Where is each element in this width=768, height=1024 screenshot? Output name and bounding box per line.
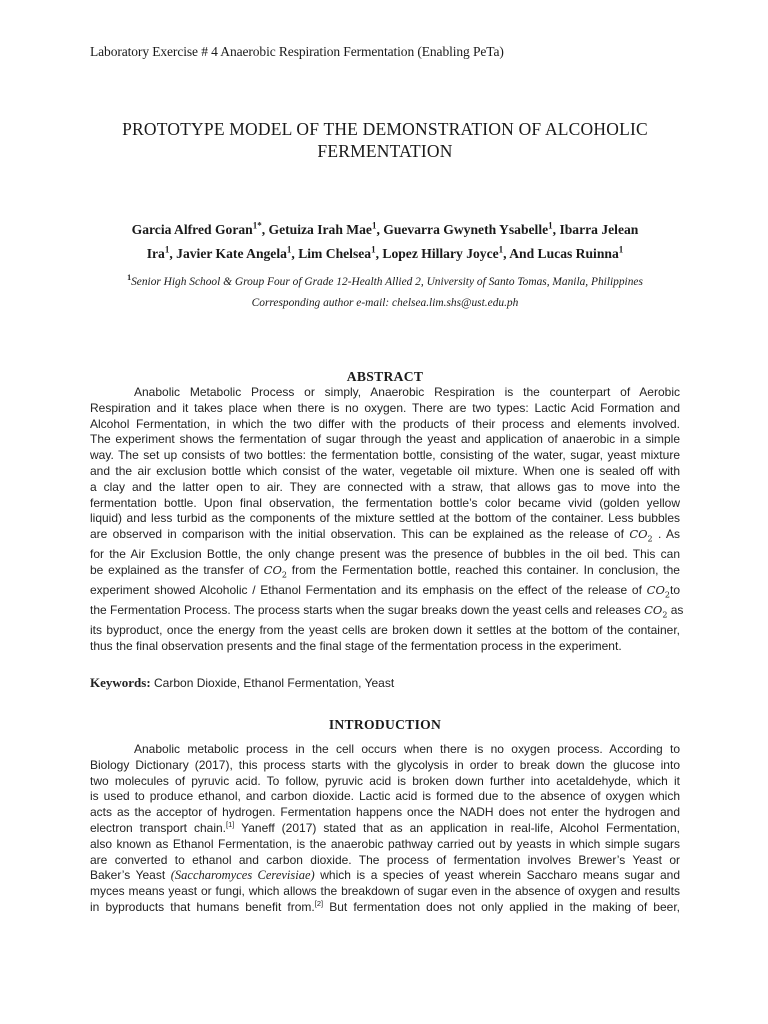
abstract-line: liquid) and less turbid as the components of the mixture settled at the bottom of the container. Less bubbles xyxy=(90,511,680,526)
author-affiliation-mark: 1 xyxy=(618,244,624,255)
intro-line: also known as Ethanol Fermentation, is the anaerobic pathway carried out by yeasts in which simple sugars xyxy=(90,836,680,851)
intro-text: in byproducts that humans benefit from. xyxy=(90,899,315,914)
intro-text: which is a species of yeast wherein Saccharo means sugar and xyxy=(314,868,680,883)
abstract-text: from the Fermentation bottle, reached this container. In conclusion, the xyxy=(291,563,680,578)
author-name: Javier Kate Angela xyxy=(176,246,287,261)
citation-ref: [2] xyxy=(314,898,324,908)
abstract-line: Respiration and it takes place when there is no oxygen. There are two types: Lactic Acid Formation and xyxy=(90,400,680,415)
abstract-line: its byproduct, once the energy from the yeast cells are broken down it settles at the bottom of the container, xyxy=(90,623,680,638)
intro-text: But fermentation does not only applied in the making of beer, xyxy=(323,899,680,914)
abstract-text: be explained as the transfer of xyxy=(90,563,259,578)
keywords-text: Carbon Dioxide, Ethanol Fermentation, Yeast xyxy=(154,676,395,690)
author-name: Lim Chelsea xyxy=(298,246,372,261)
abstract-text: as xyxy=(670,603,684,618)
author-name: And Lucas Ruinna xyxy=(509,246,619,261)
intro-text: Yaneff (2017) stated that as an application in real-life, Alcohol Fermentation, xyxy=(234,820,680,835)
author-affiliation-mark: 1 xyxy=(164,244,170,255)
intro-line: acts as the acceptor of hydrogen. Fermentation happens once the NADH does not enter the hydrogen and xyxy=(90,805,680,820)
intro-line: two molecules of pyruvic acid. To follow, pyruvic acid is broken down further into acetaldehyde, which it xyxy=(90,773,680,788)
intro-text: electron transport chain. xyxy=(90,820,227,835)
intro-line xyxy=(90,821,680,837)
affiliation xyxy=(90,273,680,288)
abstract-line xyxy=(90,527,680,547)
intro-line: is used to produce ethanol, and carbon dioxide. Lactic acid is formed due to the absence of oxygen which xyxy=(90,789,680,804)
author-line-2: Ira$^1$, Javier Kate Angela$^1$, Lim Chelsea$^1$, Lopez Hillary Joyce$^1$, And Lucas Ruinna$^1$ xyxy=(146,244,624,261)
author-list xyxy=(90,218,680,266)
abstract-line: thus the final observation presents and the final stage of the fermentation process in the experiment. xyxy=(90,639,622,654)
abstract-line: Alcohol Fermentation, in which the two differ with the products of their process and elements involved. xyxy=(90,416,680,431)
abstract-line: Anabolic Metabolic Process or simply, Anaerobic Respiration is the counterpart of Aerobic xyxy=(134,385,680,399)
affiliation-text: Senior High School & Group Four of Grade 12-Health Allied 2, University of Santo Tomas, Manila, Philippines xyxy=(131,275,643,288)
author-line-1: Garcia Alfred Goran$^{1*}$, Getuiza Irah Mae$^1$, Guevarra Gwyneth Ysabelle$^1$, Ibarra Jelean xyxy=(131,220,639,237)
abstract-line xyxy=(90,603,684,623)
abstract-line xyxy=(90,583,680,603)
author-affiliation-mark: 1 xyxy=(371,220,377,231)
co2-formula xyxy=(263,563,287,580)
keywords-label: Keywords: xyxy=(90,675,151,690)
intro-line: Anabolic metabolic process in the cell occurs when there is no oxygen process. According to xyxy=(134,742,680,756)
abstract-text: are observed in comparison with the initial observation. This can be explained as the release of xyxy=(90,527,624,542)
intro-line: are converted to ethanol and carbon dioxide. The process of fermentation involves Brewer’s Yeast or xyxy=(90,852,680,867)
abstract-line: fermentation bottle. Upon final observation, the fermentation bottle’s color became vivid (golden yellow xyxy=(90,495,680,510)
running-header: Laboratory Exercise # 4 Anaerobic Respiration Fermentation (Enabling PeTa) xyxy=(90,44,504,59)
introduction-heading: INTRODUCTION xyxy=(328,717,442,732)
formula-text: CO xyxy=(644,603,663,618)
scientific-name: (Saccharomyces Cerevisiae) xyxy=(170,868,315,883)
abstract-line xyxy=(90,563,680,583)
affiliation-mark: 1 xyxy=(127,273,132,282)
abstract-heading: ABSTRACT xyxy=(346,369,424,384)
formula-subscript: 2 xyxy=(647,534,653,544)
intro-line: Biology Dictionary (2017), this process starts with the glycolysis in order to break down the glucose into xyxy=(90,757,680,772)
abstract-line: The experiment shows the fermentation of sugar through the yeast and application of anaerobic in a simple xyxy=(90,432,680,447)
citation-ref: [1] xyxy=(226,819,235,829)
author-name: Getuiza Irah Mae xyxy=(268,222,372,237)
co2-formula xyxy=(646,583,670,600)
intro-line: myces means yeast or fungi, which allows the breakdown of sugar even in the absence of oxygen and results xyxy=(90,884,680,899)
title-line-1: PROTOTYPE MODEL OF THE DEMONSTRATION OF ALCOHOLIC xyxy=(122,119,648,139)
author-affiliation-mark: 1 xyxy=(498,244,504,255)
author-affiliation-mark: 1 xyxy=(548,220,553,231)
abstract-line: and the air exclusion bottle which consist of the water, vegetable oil mixture. When one is sealed off with xyxy=(90,463,680,478)
abstract-line: for the Air Exclusion Bottle, the only change present was the presence of bubbles in the oil bed. This can xyxy=(90,547,680,562)
author-name: Ibarra Jelean xyxy=(559,222,639,237)
author-name: Garcia Alfred Goran xyxy=(131,222,253,237)
abstract-line: a clay and the latter open to air. They are connected with a straw, that allows gas to move into the xyxy=(90,479,680,494)
abstract-text: the Fermentation Process. The process starts when the sugar breaks down the yeast cells and releases xyxy=(90,603,641,618)
intro-text: Baker’s Yeast xyxy=(90,868,171,883)
abstract-body xyxy=(90,385,684,655)
intro-line xyxy=(90,868,680,884)
author-name: Guevarra Gwyneth Ysabelle xyxy=(383,222,549,237)
formula-text: CO xyxy=(263,563,282,578)
keywords xyxy=(90,675,394,691)
corresponding-email: Corresponding author e-mail: chelsea.lim.shs@ust.edu.ph xyxy=(251,297,519,309)
author-affiliation-mark: 1 xyxy=(371,244,376,255)
abstract-text: experiment showed Alcoholic / Ethanol Fermentation and its emphasis on the effect of the release of xyxy=(90,583,642,598)
author-affiliation-mark: 1 xyxy=(286,244,292,255)
paper-title xyxy=(90,118,680,162)
abstract-text: to xyxy=(669,583,680,598)
introduction-body xyxy=(90,742,680,916)
author-name: Ira xyxy=(146,246,165,261)
author-name: Lopez Hillary Joyce xyxy=(382,246,499,261)
title-line-2: FERMENTATION xyxy=(317,141,453,161)
author-affiliation-mark: 1* xyxy=(252,220,262,231)
abstract-text: . As xyxy=(657,527,680,542)
formula-subscript: 2 xyxy=(281,570,287,580)
co2-formula xyxy=(644,603,668,620)
co2-formula xyxy=(629,527,653,544)
formula-subscript: 2 xyxy=(662,610,668,620)
formula-text: CO xyxy=(646,583,665,598)
abstract-line: way. The set up consists of two bottles: the fermentation bottle, consisting of the water, sugar, yeast mixture xyxy=(90,448,680,463)
formula-subscript: 2 xyxy=(664,590,670,600)
formula-text: CO xyxy=(629,527,648,542)
intro-line xyxy=(90,900,680,916)
